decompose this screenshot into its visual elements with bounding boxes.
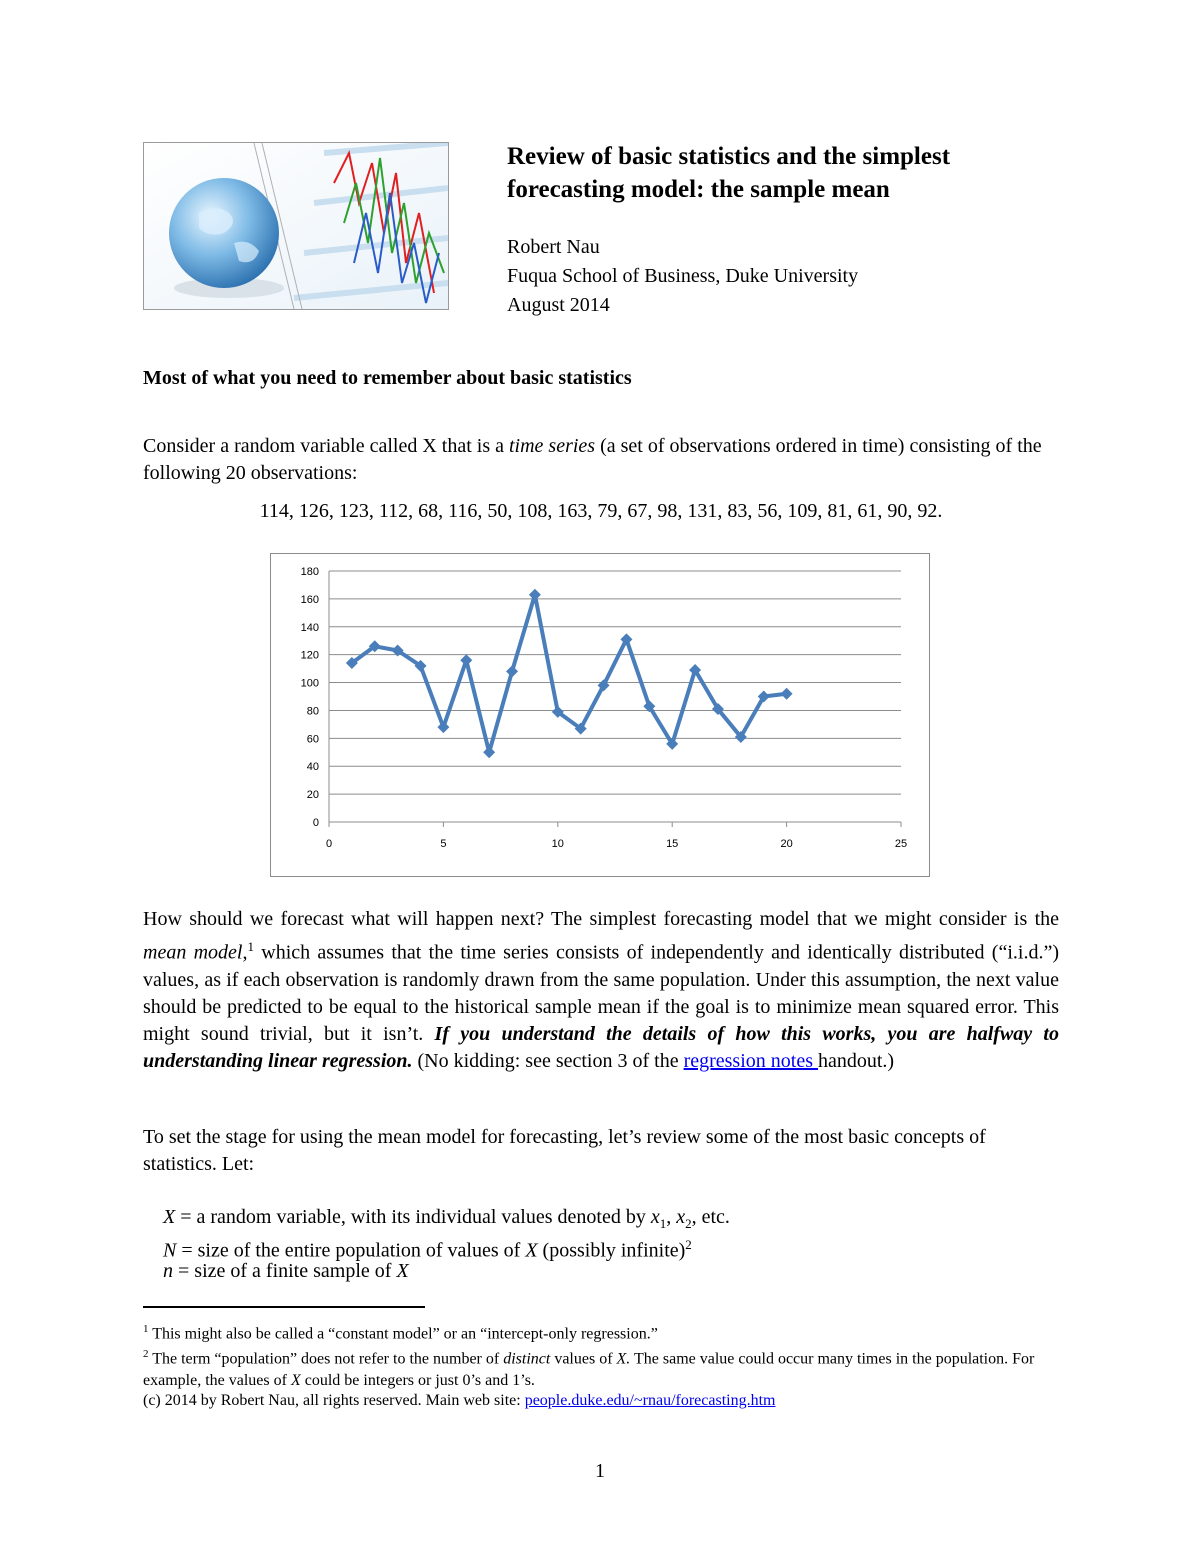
title-line-1: Review of basic statistics and the simplest [507,143,951,170]
p2-text-c: which assumes that the time series consists of independently and identically distributed (“i.i.d.”) values, as if each observation is randomly drawn from the same population. Under this assumption, the next value should be predicted to be equal to the historical sample mean if the goal is to minimize mean squared error. This might sound trivial, but it isn’t. [143,941,1059,1045]
intro-paragraph [143,433,1059,487]
x-tick-label-5: 5 [440,838,447,850]
footnote-ref-2[interactable]: 2 [685,1237,692,1252]
intro-text-b: (a set of observations ordered in time) consisting of the following 20 observations: [143,435,1042,484]
def-n-text: = size of a finite sample of [173,1260,397,1282]
def-n-var: n [163,1260,173,1282]
y-tick-label-120: 120 [300,649,319,662]
x-tick-label-15: 15 [666,838,679,850]
def-x-sep: , [666,1206,677,1228]
data-point-5 [437,721,449,733]
x-tick-label-10: 10 [551,838,564,850]
publication-date: August 2014 [507,294,610,316]
copyright-text: (c) 2014 by Robert Nau, all rights reserved. Main web site: [143,1392,525,1409]
footnote-2-text-a: The term “population” does not refer to the number of [148,1350,504,1368]
p2-emphasis-regression: If you understand the details of how this works, you are halfway to understanding linear regression. [143,1022,1059,1072]
p2-text-b: , [242,941,248,964]
y-tick-label-0: 0 [312,817,319,829]
footnote-1 [143,1318,1059,1345]
footnote-2-x: X. [616,1350,631,1368]
def-x-end: , etc. [691,1206,730,1228]
regression-notes-link[interactable]: regression notes [683,1049,818,1072]
page-number: 1 [595,1460,605,1482]
data-point-20 [781,688,793,700]
footnote-2 [143,1343,1059,1392]
y-tick-label-100: 100 [300,677,319,690]
definition-n-sample [163,1258,409,1285]
data-point-8 [506,665,518,677]
data-point-6 [460,654,472,666]
def-n-x: X [396,1260,409,1282]
def-N-text: = size of the entire population of values of [176,1239,526,1262]
footnote-1-text: This might also be called a “constant model” or an “intercept-only regression.” [148,1325,658,1343]
author-name: Robert Nau [507,236,600,258]
author-block [507,233,858,320]
footnote-2-emphasis: distinct [503,1350,551,1368]
def-N-var: N [163,1239,177,1262]
p2-emphasis-mean-model: mean model [143,941,243,964]
page-title [507,140,1067,206]
y-tick-label-140: 140 [300,621,319,634]
def-x2-sub: 2 [685,1216,692,1231]
mean-model-paragraph [143,906,1059,1075]
footnote-2-text-d: could be integers or just 0’s and 1’s. [300,1372,535,1390]
y-tick-label-20: 20 [306,789,319,802]
y-tick-label-60: 60 [306,733,319,746]
footnote-2-text-c: The same value could occur many times in the population. For example, the values of [143,1350,1035,1390]
x-tick-label-20: 20 [780,838,793,850]
intro-text-a: Consider a random variable called X that is a [143,435,509,457]
p2-text-d: (No kidding: see section 3 of the [412,1049,684,1072]
def-x2: x [676,1206,686,1228]
stage-paragraph: To set the stage for using the mean model for forecasting, let’s review some of the most basic concepts of statistics. Let: [143,1126,986,1175]
y-tick-label-40: 40 [306,761,319,774]
series-line [352,595,787,753]
author-affiliation: Fuqua School of Business, Duke University [507,265,859,287]
p2-text-a: How should we forecast what will happen next? The simplest forecasting model that we might consider is the [143,908,1059,930]
x-tick-label-25: 25 [894,838,908,850]
website-link[interactable]: people.duke.edu/~rnau/forecasting.htm [524,1392,776,1409]
def-N-x: X [525,1239,538,1262]
def-x1-sub: 1 [659,1216,667,1231]
title-line-2: forecasting model: the sample mean [507,176,890,203]
data-point-7 [483,746,495,758]
observation-series: 114, 126, 123, 112, 68, 116, 50, 108, 163, 79, 67, 98, 131, 83, 56, 109, 81, 61, 90, 92. [259,500,943,522]
footnote-1-number: 1 [143,1323,149,1335]
y-tick-label-180: 180 [300,566,319,578]
section-heading: Most of what you need to remember about basic statistics [143,367,632,389]
def-x-var: X [163,1206,176,1228]
y-tick-label-160: 160 [300,593,319,606]
globe-chart-illustration [144,143,448,309]
copyright-line [143,1390,1059,1412]
footnote-2-number: 2 [143,1348,149,1360]
def-N-end: (possibly infinite) [537,1239,686,1262]
footnote-divider [143,1306,425,1308]
header-image [143,142,449,310]
def-x1: x [650,1206,660,1228]
footnote-2-text-b: values of [550,1350,617,1368]
intro-emphasis: time series [509,435,596,457]
x-tick-label-0: 0 [325,838,333,850]
def-x-text: = a random variable, with its individual values denoted by [175,1206,651,1228]
time-series-chart [270,553,930,877]
chart-svg [271,554,929,876]
footnote-ref-1[interactable]: 1 [247,939,254,954]
p2-text-e: handout.) [818,1049,895,1072]
footnote-2-x2: X [290,1372,301,1390]
y-tick-label-80: 80 [306,705,319,718]
